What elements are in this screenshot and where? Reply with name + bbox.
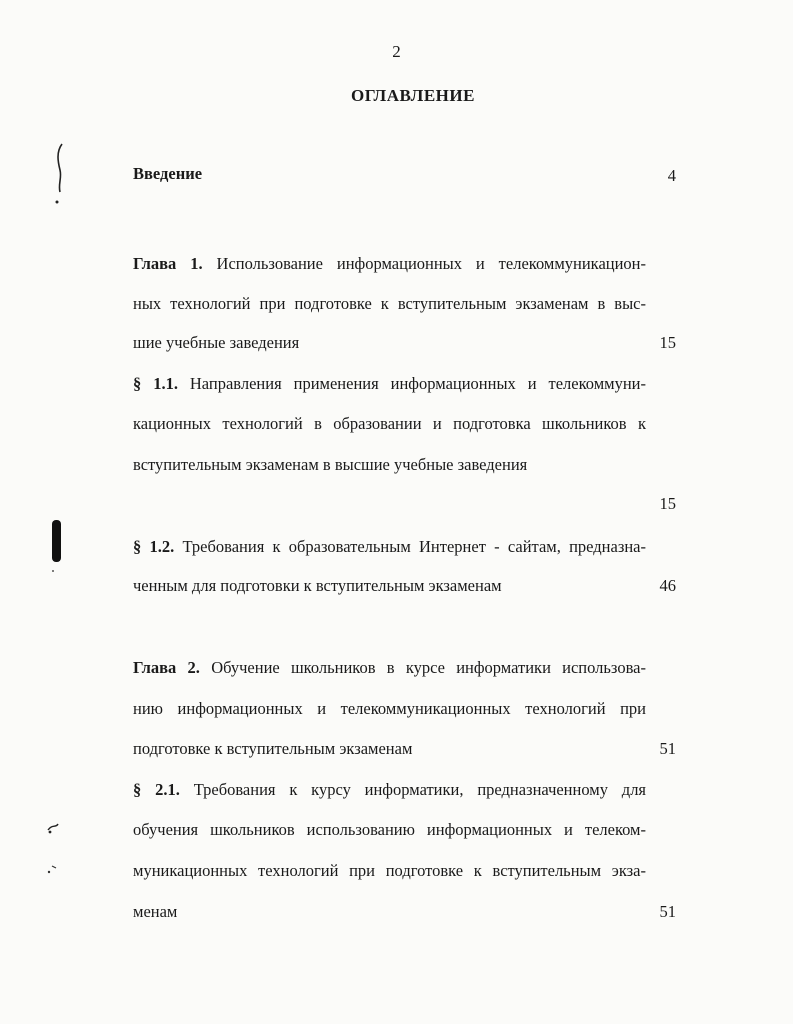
toc-s21-line2: обучения школьников использованию информационных и телеком- — [133, 820, 646, 839]
toc-s21-line3: муникационных технологий при подготовке к вступительным экза- — [133, 861, 646, 880]
toc-ch2-line3: подготовке к вступительным экзаменам — [133, 739, 413, 758]
toc-ch1-line1 — [133, 254, 646, 274]
toc-intro-page: 4 — [667, 166, 676, 185]
toc-s21-page: 51 — [659, 902, 676, 921]
toc-s11-prefix: § 1.1. — [133, 374, 178, 393]
toc-s11-line2: кационных технологий в образовании и подготовка школьников к — [133, 414, 646, 433]
toc-ch1-line3: шие учебные заведения — [133, 333, 300, 352]
toc-s21-line1 — [133, 780, 646, 800]
toc-s21-text1: Требования к курсу информатики, предназначенному для — [193, 780, 647, 799]
toc-s11-page: 15 — [659, 494, 676, 513]
scan-mark-bracket — [50, 140, 70, 210]
toc-ch1-prefix: Глава 1. — [133, 254, 203, 273]
toc-ch1-text1: Использование информационных и телекоммуникацион- — [216, 254, 647, 273]
toc-ch1-page: 15 — [659, 333, 676, 352]
toc-intro-label: Введение — [133, 164, 203, 183]
toc-ch2-line1 — [133, 658, 646, 678]
toc-s21-line4: менам — [133, 902, 178, 921]
toc-s12-text1: Требования к образовательным Интернет - сайтам, предназна- — [182, 537, 646, 556]
toc-s12-line2: ченным для подготовки к вступительным экзаменам — [133, 576, 502, 595]
page-number: 2 — [392, 42, 401, 61]
toc-s11-text1: Направления применения информационных и телекоммуни- — [189, 374, 646, 393]
toc-s11-line3: вступительным экзаменам в высшие учебные заведения — [133, 455, 528, 474]
toc-ch2-line2: нию информационных и телекоммуникационных технологий при — [133, 699, 646, 718]
toc-entry-intro — [133, 164, 646, 184]
scan-speck — [52, 570, 54, 572]
toc-s21-prefix: § 2.1. — [133, 780, 180, 799]
toc-s12-page: 46 — [659, 576, 676, 595]
toc-s11-line1 — [133, 374, 646, 394]
toc-ch1-line2: ных технологий при подготовке к вступительным экзаменам в выс- — [133, 294, 646, 313]
toc-ch2-text1: Обучение школьников в курсе информатики использова- — [211, 658, 646, 677]
toc-ch2-page: 51 — [659, 739, 676, 758]
toc-s12-prefix: § 1.2. — [133, 537, 175, 556]
scan-mark-blot — [52, 520, 61, 562]
toc-ch2-prefix: Глава 2. — [133, 658, 200, 677]
toc-s12-line1 — [133, 537, 646, 557]
scan-mark-scribble — [44, 818, 64, 878]
toc-heading: ОГЛАВЛЕНИЕ — [351, 86, 475, 105]
